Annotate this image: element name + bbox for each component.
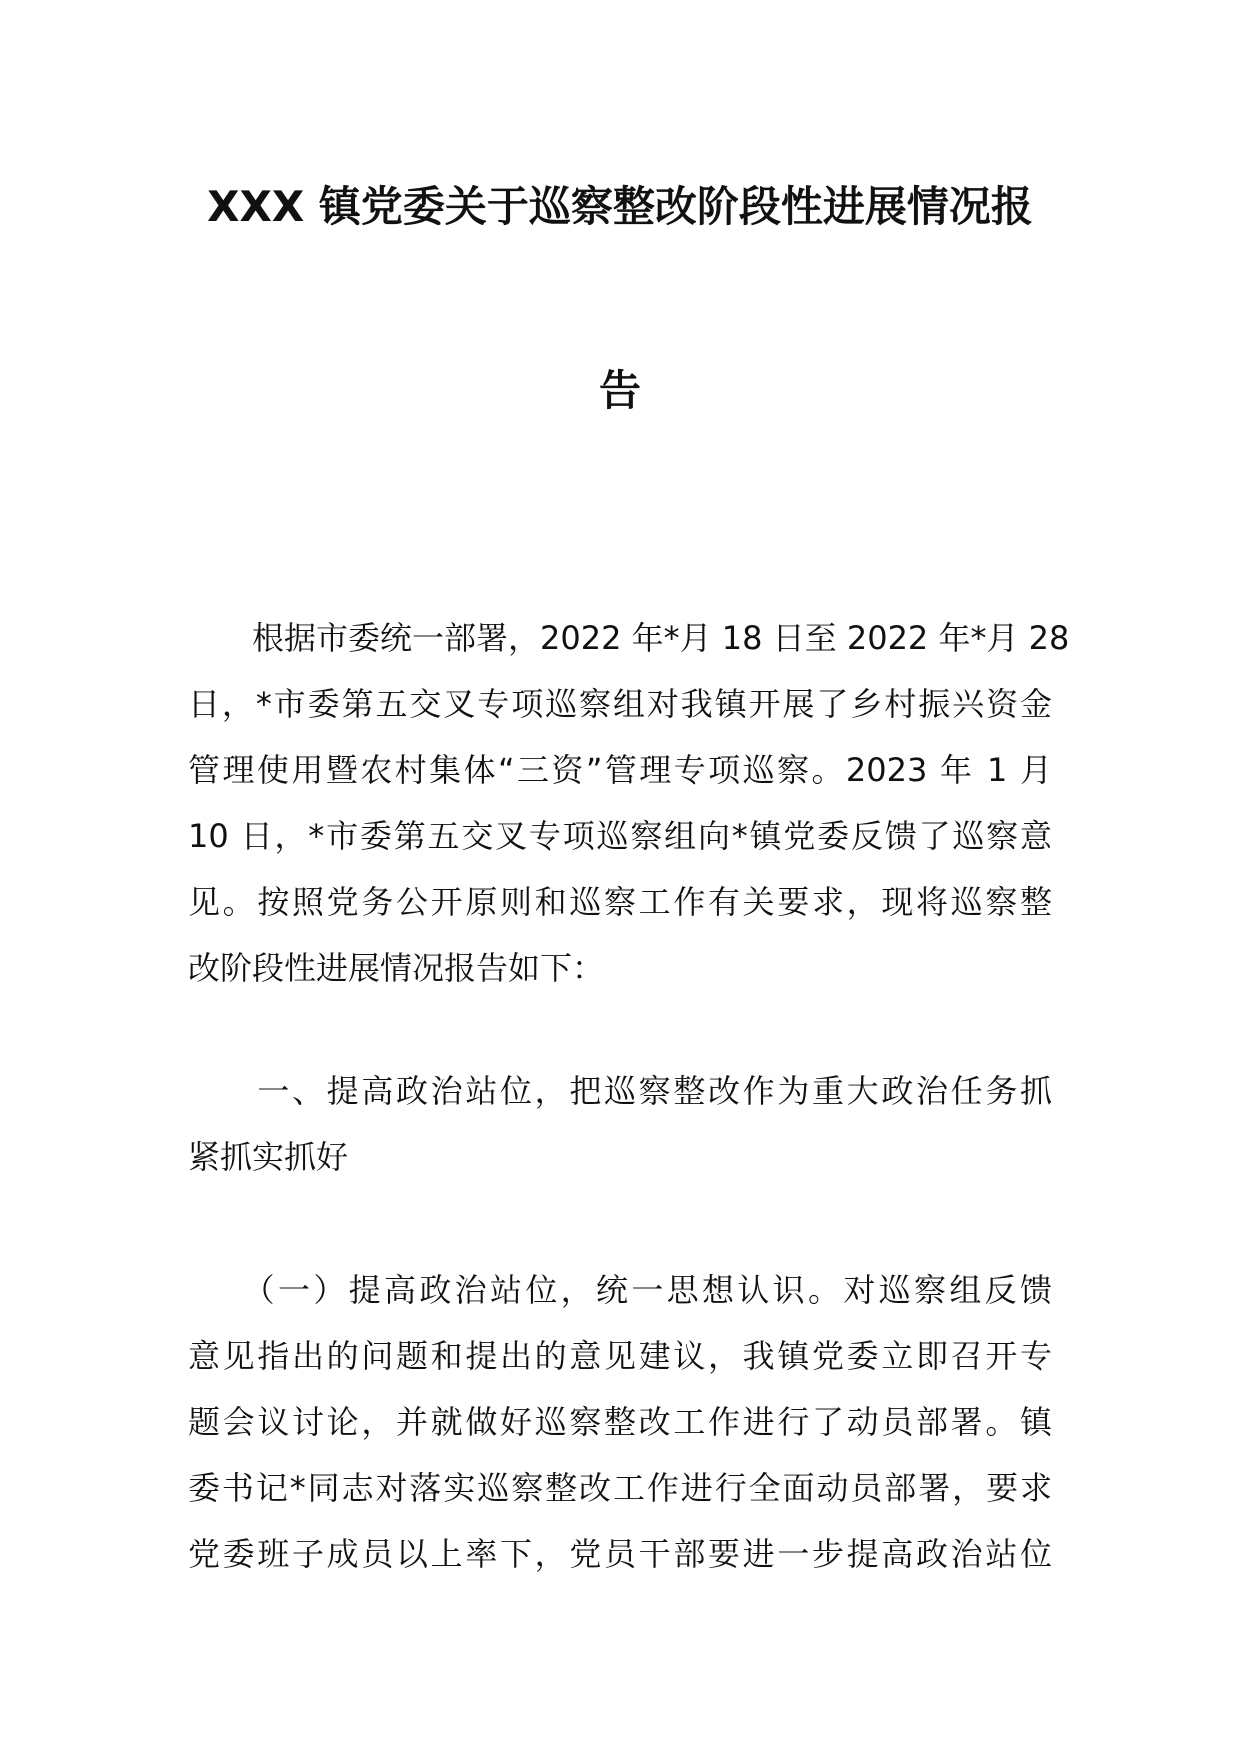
section-heading-1 bbox=[188, 1058, 1052, 1190]
paragraph-line: 党委班子成员以上率下，党员干部要进一步提高政治站位 bbox=[188, 1535, 1052, 1573]
paragraph-line: 意见指出的问题和提出的意见建议，我镇党委立即召开专 bbox=[188, 1337, 1052, 1375]
paragraph-intro bbox=[188, 605, 1070, 1001]
paragraph-line: 委书记*同志对落实巡察整改工作进行全面动员部署，要求 bbox=[188, 1469, 1052, 1507]
paragraph-line: 改阶段性进展情况报告如下： bbox=[188, 949, 605, 987]
heading-line: 一、提高政治站位，把巡察整改作为重大政治任务抓 bbox=[188, 1072, 1052, 1110]
paragraph-line: 根据市委统一部署，2022 年*月 18 日至 2022 年*月 28 bbox=[188, 619, 1070, 657]
paragraph-line: 日，*市委第五交叉专项巡察组对我镇开展了乡村振兴资金 bbox=[188, 685, 1052, 723]
paragraph-line: 管理使用暨农村集体“三资”管理专项巡察。2023 年 1 月 bbox=[188, 751, 1052, 789]
paragraph-line: （一）提高政治站位，统一思想认识。对巡察组反馈 bbox=[188, 1271, 1052, 1309]
paragraph-line: 题会议讨论，并就做好巡察整改工作进行了动员部署。镇 bbox=[188, 1403, 1052, 1441]
paragraph-subsection-1 bbox=[188, 1257, 1052, 1587]
document-title-line-1: XXX 镇党委关于巡察整改阶段性进展情况报 bbox=[207, 182, 1033, 231]
paragraph-line: 10 日，*市委第五交叉专项巡察组向*镇党委反馈了巡察意 bbox=[188, 817, 1052, 855]
paragraph-line: 见。按照党务公开原则和巡察工作有关要求，现将巡察整 bbox=[188, 883, 1052, 921]
document-title-line-2: 告 bbox=[598, 366, 641, 415]
heading-line: 紧抓实抓好 bbox=[188, 1138, 349, 1176]
